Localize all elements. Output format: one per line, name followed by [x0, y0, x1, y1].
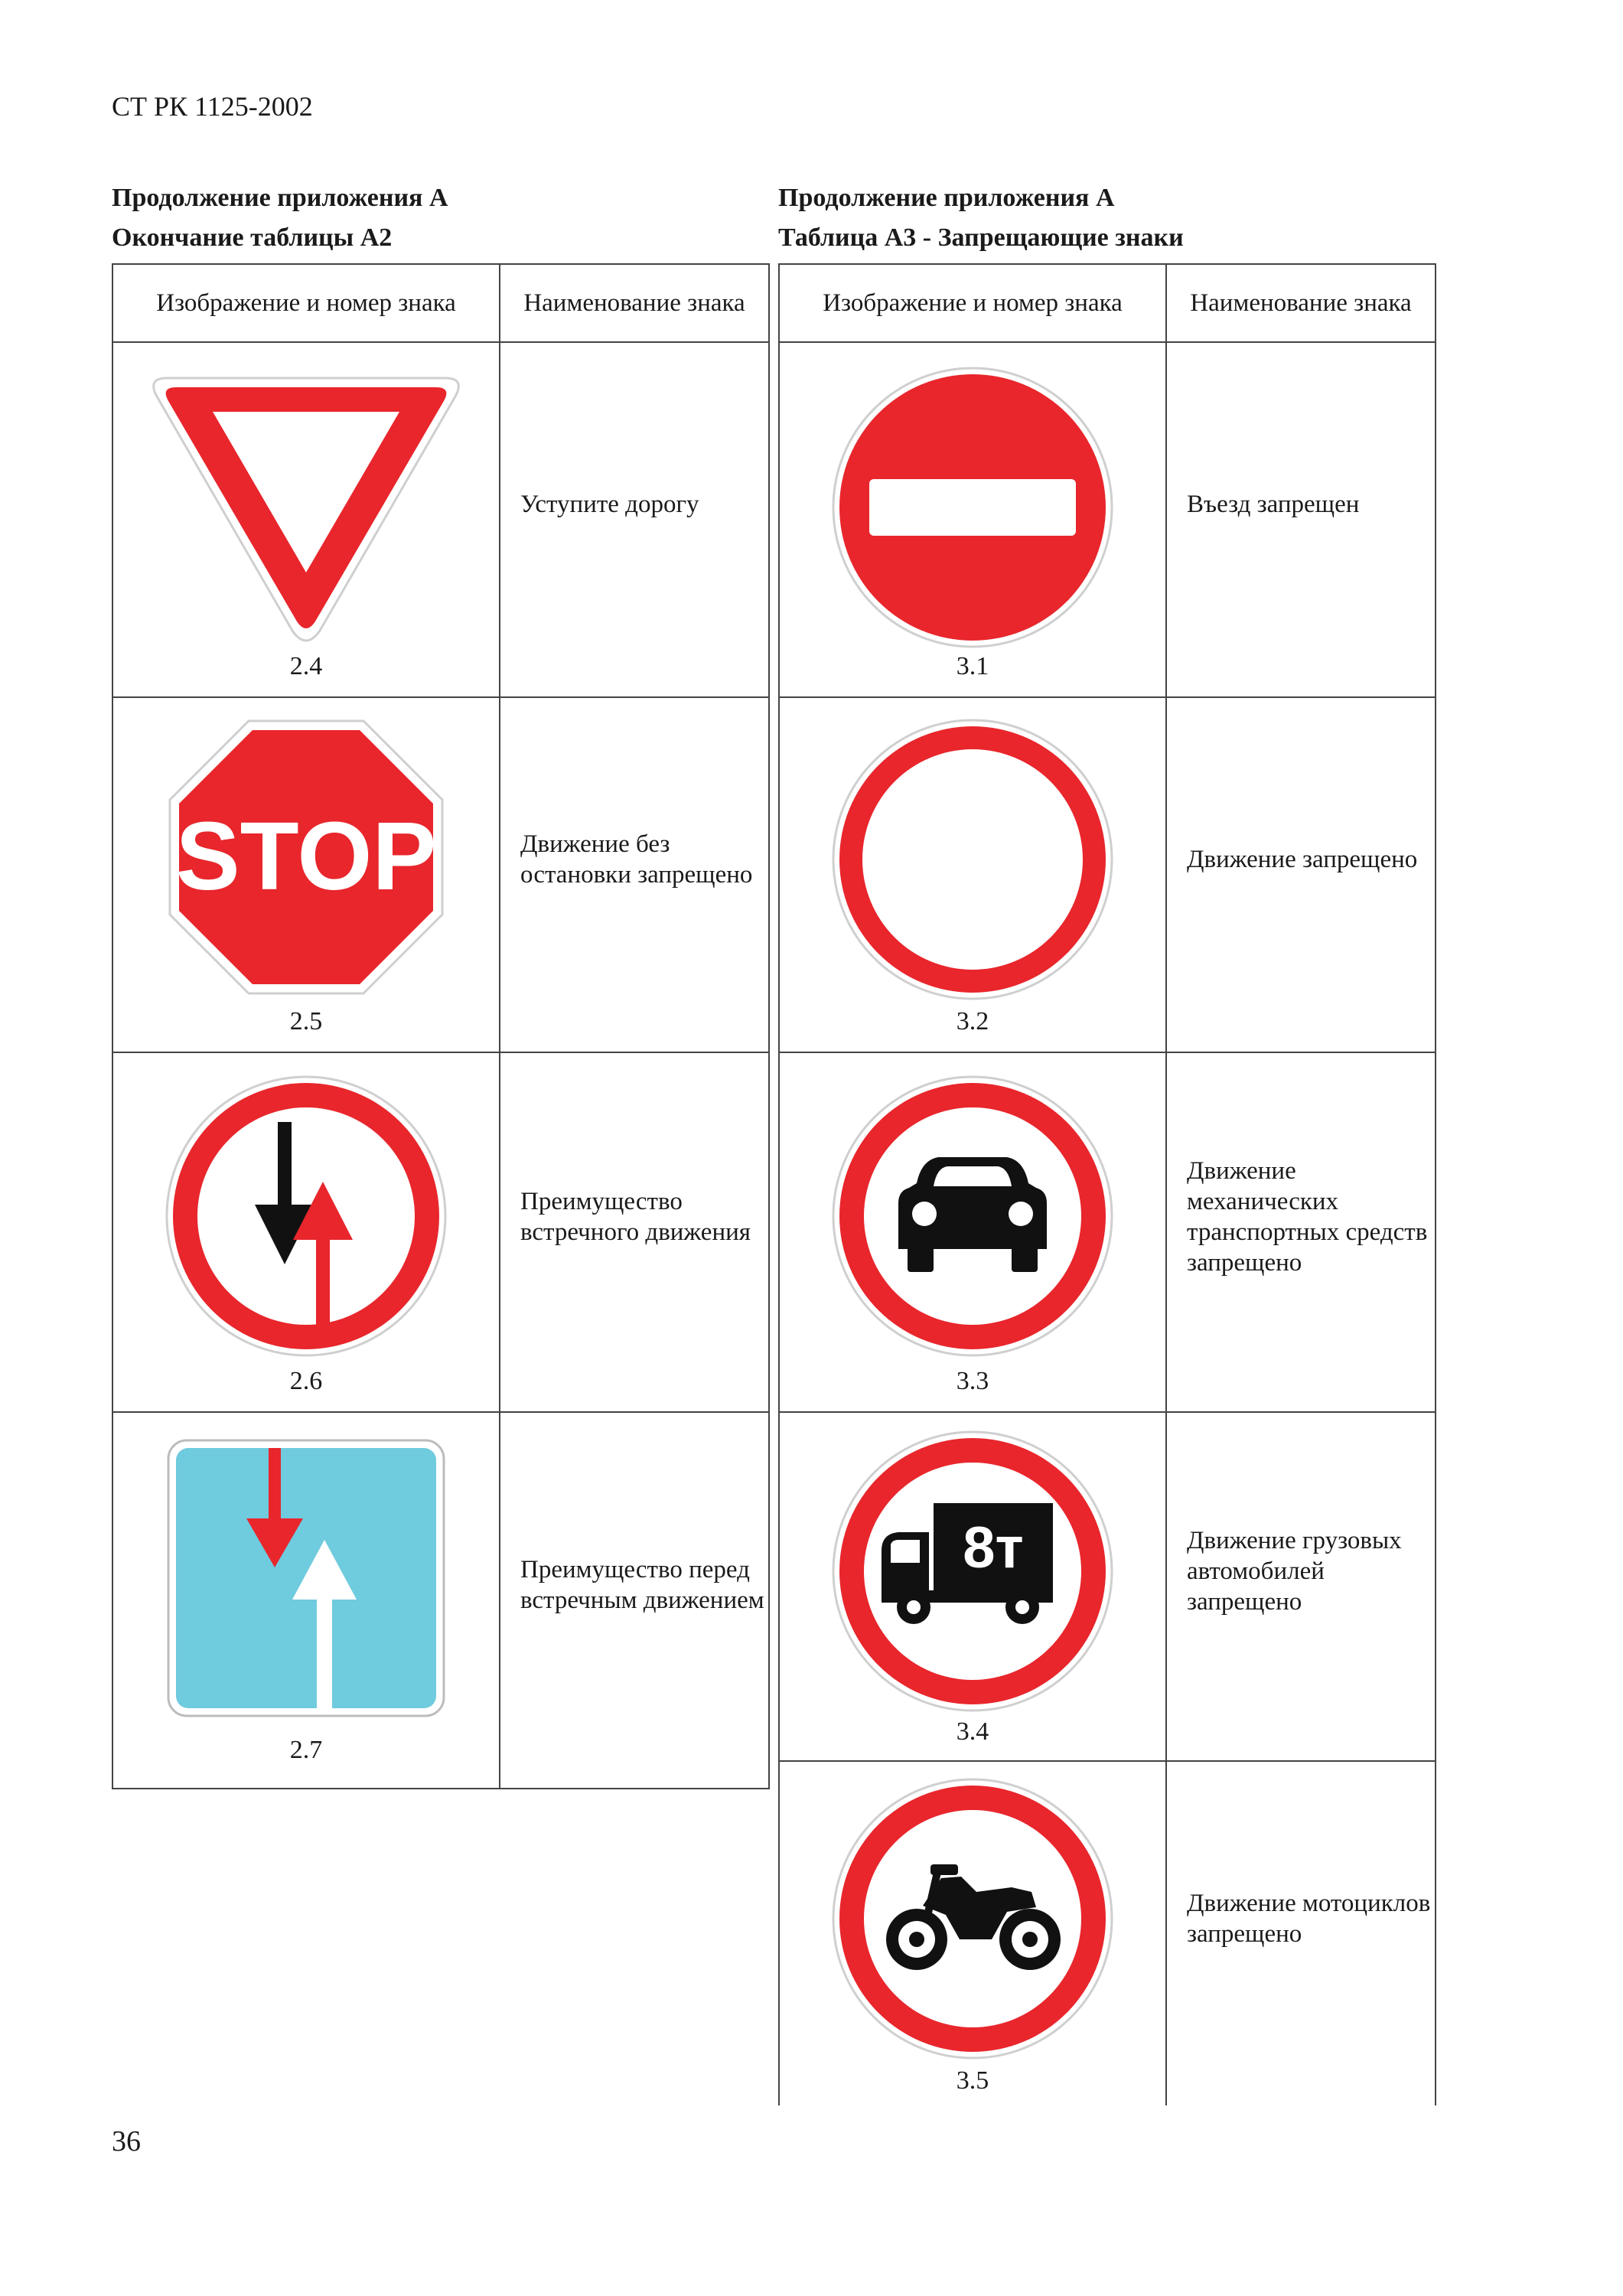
no-motor-vehicles-sign-icon [831, 1075, 1114, 1358]
no-trucks-sign-icon [831, 1430, 1114, 1713]
sign-number: 2.6 [289, 1367, 323, 1395]
left-caption-table: Окончание таблицы А2 [112, 223, 393, 252]
sign-number: 2.7 [289, 1736, 323, 1764]
sign-number: 3.5 [956, 2066, 989, 2095]
no-vehicles-sign-icon [831, 718, 1114, 1001]
sign-name: Движение запрещено [1166, 697, 1436, 1052]
table-row [779, 342, 1436, 697]
sign-number: 2.4 [289, 652, 323, 680]
sign-number: 3.3 [956, 1367, 989, 1395]
left-caption-appendix: Продолжение приложения А [112, 184, 448, 212]
sign-name: Въезд запрещен [1166, 342, 1436, 697]
stop-sign-icon [168, 719, 444, 995]
document-code: СТ РК 1125-2002 [112, 91, 313, 122]
table-row [779, 697, 1436, 1052]
page-number: 36 [112, 2125, 141, 2157]
column-header-image: Изображение и номер знака [779, 264, 1166, 342]
sign-name: Уступите дорогу [500, 342, 769, 697]
right-caption-table: Таблица А3 - Запрещающие знаки [778, 223, 1184, 252]
svg-text:STOP: STOP [175, 802, 437, 910]
sign-number: 3.1 [956, 652, 989, 680]
no-motorcycles-sign-icon [831, 1777, 1114, 2060]
sign-name: Движение мотоциклов запрещено [1166, 1761, 1436, 2105]
yield-sign-icon [145, 364, 467, 647]
sign-name: Преимущество перед встречным движением [500, 1412, 769, 1789]
right-caption-appendix: Продолжение приложения А [778, 184, 1115, 212]
sign-name: Движение грузовых автомобилей запрещено [1166, 1412, 1436, 1761]
table-row [112, 697, 769, 1052]
table-row [112, 1052, 769, 1412]
column-header-name: Наименование знака [500, 264, 769, 342]
table-row [112, 1412, 769, 1789]
sign-number: 3.2 [956, 1007, 989, 1035]
sign-name: Преимущество встречного движения [500, 1052, 769, 1412]
oncoming-priority-sign-icon [165, 1075, 448, 1358]
column-header-image: Изображение и номер знака [112, 264, 500, 342]
sign-name: Движение без остановки запрещено [500, 697, 769, 1052]
table-row [112, 342, 769, 697]
sign-name: Движение механических транспортных средств запрещено [1166, 1052, 1436, 1412]
no-entry-sign-icon [831, 366, 1114, 649]
table-a2-continued [112, 263, 770, 1789]
table-row [779, 1761, 1436, 2105]
table-row [779, 1412, 1436, 1761]
sign-number: 2.5 [289, 1007, 323, 1035]
svg-text:8т: 8т [963, 1515, 1024, 1580]
table-a3-prohibitory-signs [778, 263, 1436, 2105]
sign-number: 3.4 [956, 1717, 989, 1746]
column-header-name: Наименование знака [1166, 264, 1436, 342]
table-row [779, 1052, 1436, 1412]
priority-over-oncoming-sign-icon [167, 1439, 445, 1717]
